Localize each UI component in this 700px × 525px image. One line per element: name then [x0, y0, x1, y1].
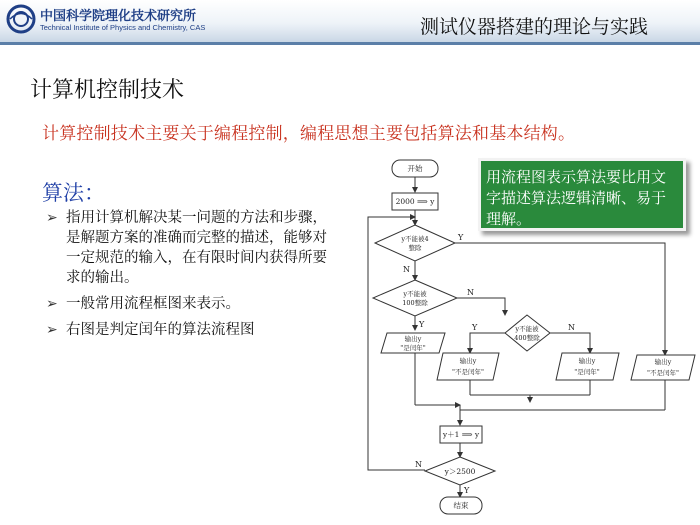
list-item — [46, 320, 341, 340]
callout-text: 用流程图表示算法要比用文字描述算法逻辑清晰、易于理解。 — [486, 168, 667, 228]
bullet-list — [46, 208, 341, 346]
flow-cond2-node — [373, 280, 457, 316]
flow-out-leap-label: 输出y — [404, 335, 422, 343]
flow-cond1-label2: 整除 — [408, 244, 422, 252]
flow-cond3-node — [505, 315, 550, 351]
list-item — [46, 294, 341, 314]
institute-name-cn: 中国科学院理化技术研究所 — [40, 9, 197, 24]
flow-cond1-node — [375, 225, 455, 261]
bullet-text: 右图是判定闰年的算法流程图 — [66, 322, 255, 338]
slide-title: 计算机控制技术 — [30, 78, 185, 103]
flow-out-not2-label2: "不是闰年" — [647, 369, 679, 377]
flow-yes-label: Y — [472, 323, 478, 332]
bullet-text: 指用计算机解决某一问题的方法和步骤，是解题方案的准确而完整的描述，能够对一定规范的输入，在有限时间内获得所要求的输出。 — [66, 210, 327, 286]
slide-header — [0, 0, 700, 42]
flow-init-label: 2000 ⟹ y — [395, 197, 435, 206]
arrow-bullet-icon: ➢ — [46, 296, 58, 312]
list-item — [46, 208, 341, 288]
flow-increment-label: y＋1 ⟹ y — [442, 430, 480, 439]
institute-name-en: Technical Institute of Physics and Chemistry, CAS — [40, 23, 206, 32]
callout-panel — [481, 161, 683, 228]
flow-cond2-label: y不能被 — [403, 290, 427, 298]
flow-yes-label: Y — [419, 320, 425, 329]
flow-end-label: 结束 — [453, 501, 469, 510]
flow-cond1-label: y不能被4 — [401, 235, 429, 243]
flow-out-leap2-label: 输出y — [578, 357, 596, 365]
bullet-text: 一般常用流程框图来表示。 — [66, 296, 240, 312]
flow-no-label: N — [467, 288, 474, 297]
arrow-bullet-icon: ➢ — [46, 210, 58, 226]
section-heading: 算法： — [42, 181, 105, 205]
arrow-bullet-icon: ➢ — [46, 322, 58, 338]
flow-out-not2-label: 输出y — [654, 358, 672, 366]
cas-logo-icon — [6, 4, 36, 34]
flow-out-leap-label2: "是闰年" — [400, 344, 426, 352]
flow-yes-label: Y — [458, 233, 464, 242]
flow-no-label: N — [403, 265, 410, 274]
flow-cond3-label: y不能被 — [515, 325, 539, 333]
flow-no-label: N — [415, 460, 422, 469]
flow-out-leap2-label2: "是闰年" — [574, 368, 600, 376]
flow-yes-label: Y — [464, 486, 470, 495]
flow-cond2-label2: 100整除 — [402, 299, 428, 307]
flow-out-not1-label: 输出y — [459, 357, 477, 365]
slide-subtitle: 计算控制技术主要关于编程控制，编程思想主要包括算法和基本结构。 — [42, 124, 576, 144]
flow-start-label: 开始 — [407, 164, 423, 173]
flow-out-not1-label2: "不是闰年" — [452, 368, 484, 376]
flow-no-label: N — [568, 323, 575, 332]
flow-cond3-label2: 400整除 — [514, 334, 540, 342]
callout-box — [478, 158, 686, 231]
flow-cond4-label: y＞2500 — [444, 467, 476, 476]
course-title: 测试仪器搭建的理论与实践 — [419, 16, 648, 38]
header-divider — [0, 42, 700, 45]
